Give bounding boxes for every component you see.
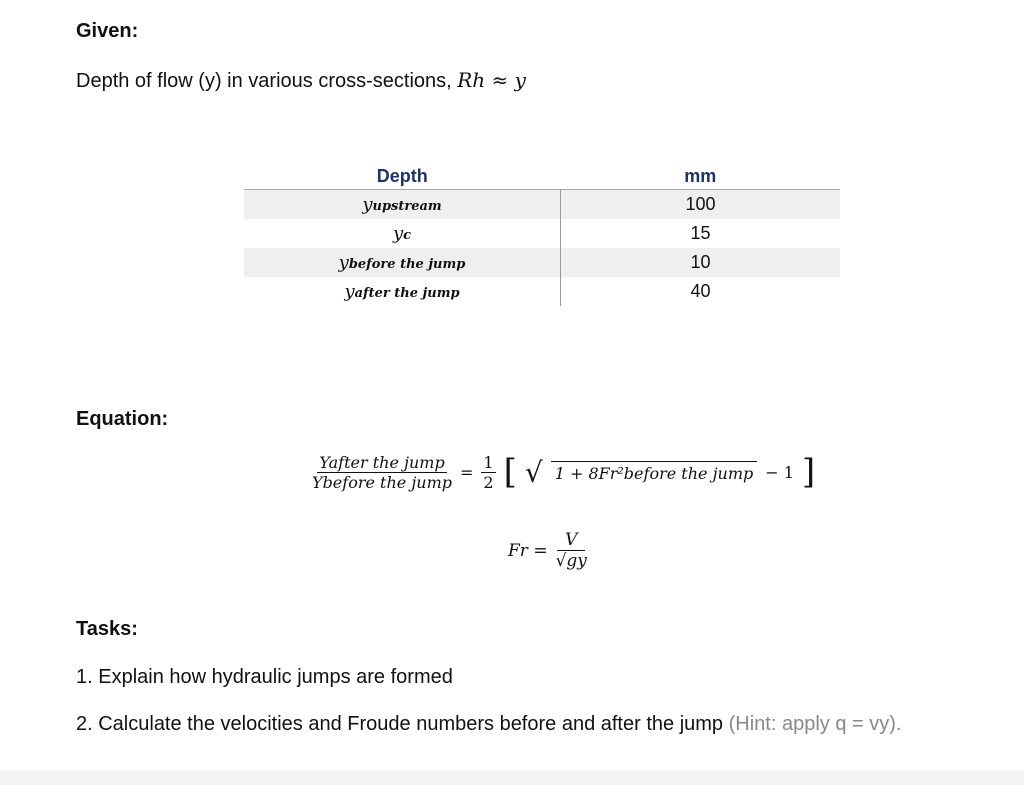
given-heading: Given:: [76, 20, 139, 42]
fr-numerator: V: [557, 530, 585, 551]
value: 40: [690, 281, 711, 301]
rh-approx: Rh ≈ y: [457, 68, 526, 92]
tasks-heading: Tasks:: [76, 618, 138, 640]
task-1: 1. Explain how hydraulic jumps are formed: [76, 666, 453, 688]
header-mm: mm: [561, 163, 841, 190]
fr-denominator: √gy: [555, 551, 587, 571]
eq1-numerator: Yafter the jump: [319, 452, 445, 472]
symbol: y: [338, 252, 349, 273]
half-denominator: 2: [483, 472, 494, 492]
value: 15: [690, 223, 711, 243]
eq1-denominator: Ybefore the jump: [312, 472, 452, 492]
page-bottom-strip: [0, 770, 1024, 785]
froude-equation: [508, 530, 587, 571]
value: 10: [561, 248, 841, 277]
symbol: y: [362, 194, 373, 215]
table-row: [244, 190, 840, 220]
given-description: Depth of flow (y) in various cross-sections,: [76, 70, 452, 92]
half-numerator: 1: [483, 452, 494, 472]
subscript: c: [403, 228, 412, 243]
header-depth: Depth: [244, 163, 561, 190]
minus-one: − 1: [765, 462, 794, 482]
sqrt-content: 1 + 8Fr²before the jump: [551, 461, 758, 483]
subscript: upstream: [372, 199, 442, 214]
value: 100: [561, 190, 841, 220]
given-text: [76, 68, 526, 93]
symbol: y: [344, 281, 355, 302]
symbol: y: [392, 223, 404, 244]
table-row: [244, 219, 840, 248]
fr-lhs: Fr =: [508, 540, 548, 561]
equation-heading: Equation:: [76, 408, 169, 430]
task-2: [76, 713, 901, 736]
table-row: [244, 248, 840, 277]
subscript: before the jump: [348, 257, 466, 272]
subscript: after the jump: [354, 286, 460, 301]
hydraulic-jump-equation: $\frac{\text{Yafter the jump}}{\text{Ybefore the jump}}$ = $\frac{1}{2}$ [ √ 1 + 8Fr²before the jump − 1 ]: [312, 452, 816, 492]
table-row: [244, 277, 840, 306]
task-2-hint: (Hint: apply q = vy).: [728, 713, 902, 735]
task-2-text: 2. Calculate the velocities and Froude numbers before and after the jump: [76, 713, 724, 735]
depth-table: [244, 163, 840, 306]
